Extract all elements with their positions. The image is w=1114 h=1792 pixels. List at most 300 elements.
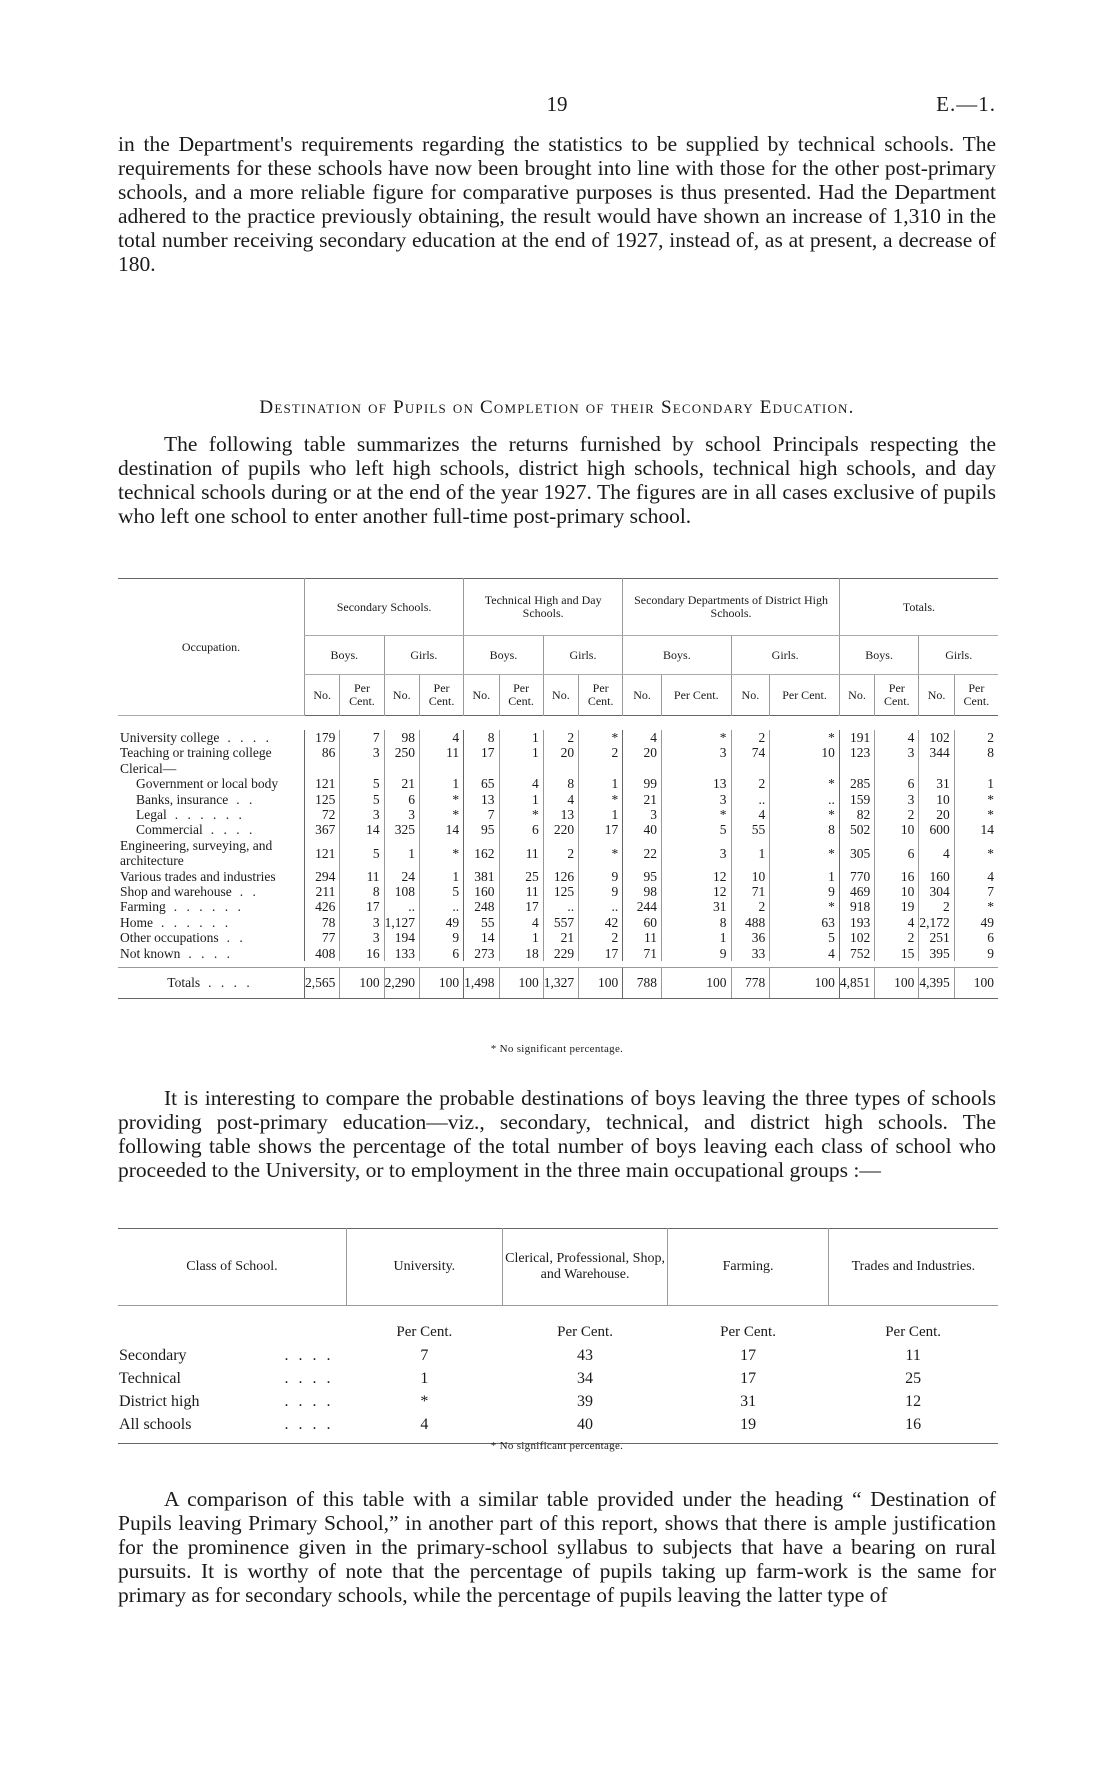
cell-count: 191	[839, 730, 874, 745]
cell-count: 305	[839, 838, 874, 869]
table-row	[118, 899, 998, 914]
row-label: Secondary	[119, 1347, 187, 1364]
cell-count: 55	[464, 915, 499, 930]
cell-count: 14	[464, 930, 499, 945]
cell-percent: 7	[420, 1347, 429, 1364]
cell-percent: 1	[499, 930, 543, 945]
cell-count: 4	[731, 807, 770, 822]
cell-count: 179	[305, 730, 340, 745]
cell-percent: 39	[577, 1393, 594, 1410]
cell-count: 1,127	[384, 915, 419, 930]
table-row	[118, 730, 998, 745]
cell-percent: 17	[579, 822, 623, 837]
cell-percent: 18	[499, 946, 543, 961]
closing-paragraph: A comparison of this table with a similar table provided under the heading “ Destination of Pupils leaving Primary School,” in another part of this report, shows that there is ample justification for the prominence given in the primary-school syllabus to subjects that have a bearing on rural pursuits. It is worthy of note that the percentage of pupils taking up farm-work is the same for primary as for secondary schools, while the percentage of pupils leaving the latter type of	[118, 1487, 996, 1607]
cell-percent: 1	[770, 869, 840, 884]
table-row	[118, 946, 998, 961]
document-reference: E.—1.	[936, 92, 996, 116]
cell-percent: 3	[875, 745, 919, 760]
cell-percent: *	[770, 730, 840, 745]
cell-count: 2	[731, 899, 770, 914]
cell-count: 304	[919, 884, 954, 899]
cell-percent: *	[579, 792, 623, 807]
cell-percent: 9	[419, 930, 463, 945]
cell-percent: 40	[577, 1416, 594, 1433]
cell-percent: 1	[661, 930, 731, 945]
group-header-technical: Technical High and Day Schools.	[464, 579, 623, 636]
table-row	[118, 745, 998, 760]
cell-count: 1	[731, 838, 770, 869]
cell-percent: 13	[661, 776, 731, 791]
cell-count: 2,290	[384, 968, 419, 999]
sex-header: Boys.	[464, 636, 544, 675]
cell-percent: 100	[579, 968, 623, 999]
cell-count: 121	[305, 838, 340, 869]
cell-percent: 17	[740, 1370, 757, 1387]
col-no-header: No.	[543, 675, 578, 716]
table1-footnote: * No significant percentage.	[490, 1043, 624, 1055]
cell-percent: *	[954, 807, 998, 822]
cell-count: ..	[731, 792, 770, 807]
cell-count: 55	[731, 822, 770, 837]
row-label: Other occupations	[120, 930, 219, 946]
cell-percent: 43	[577, 1347, 594, 1364]
totals-row	[118, 968, 998, 999]
cell-percent: 8	[661, 915, 731, 930]
leader-dots: . . . .	[284, 1370, 334, 1387]
cell-percent: 9	[770, 884, 840, 899]
cell-count: 2	[731, 776, 770, 791]
cell-percent: 6	[419, 946, 463, 961]
cell-percent: 4	[499, 776, 543, 791]
cell-percent: 4	[875, 730, 919, 745]
cell-percent: *	[770, 776, 840, 791]
cell-count: 381	[464, 869, 499, 884]
cell-count: 211	[305, 884, 340, 899]
col-percent-header: Per Cent.	[340, 675, 384, 716]
cell-count: 2	[919, 899, 954, 914]
cell-percent: 100	[875, 968, 919, 999]
table-row	[118, 1367, 998, 1390]
cell-count: 11	[623, 930, 662, 945]
cell-percent: 16	[905, 1416, 922, 1433]
cell-count: ..	[543, 899, 578, 914]
cell-count: 72	[305, 807, 340, 822]
cell-percent: 17	[340, 899, 384, 914]
cell-percent: 17	[579, 946, 623, 961]
unit-label: Per Cent.	[396, 1324, 453, 1340]
cell-count: 4	[543, 792, 578, 807]
cell-percent: 11	[905, 1347, 921, 1364]
group-header-totals: Totals.	[839, 579, 998, 636]
cell-count: 102	[919, 730, 954, 745]
cell-percent: 1	[579, 776, 623, 791]
row-label: Teaching or training college	[120, 745, 272, 761]
cell-percent: 9	[579, 869, 623, 884]
cell-percent: 3	[340, 807, 384, 822]
cell-percent: 11	[340, 869, 384, 884]
leader-dots: . . . . . .	[174, 807, 245, 823]
cell-percent: 5	[419, 884, 463, 899]
cell-percent: 100	[954, 968, 998, 999]
col-percent-header: Per Cent.	[875, 675, 919, 716]
cell-count: 193	[839, 915, 874, 930]
school-class-table	[118, 1228, 998, 1444]
cell-percent: 11	[499, 838, 543, 869]
cell-percent: 11	[499, 884, 543, 899]
cell-count: 918	[839, 899, 874, 914]
cell-count: 502	[839, 822, 874, 837]
cell-percent: 1	[499, 730, 543, 745]
row-label: District high	[119, 1393, 200, 1410]
cell-count: 469	[839, 884, 874, 899]
leader-dots: . . . .	[188, 945, 233, 961]
row-label: Farming	[120, 899, 166, 915]
table-row	[118, 792, 998, 807]
cell-count: 98	[384, 730, 419, 745]
cell-count: 13	[543, 807, 578, 822]
group-row	[118, 761, 998, 776]
cell-percent: 15	[875, 946, 919, 961]
cell-percent: 1	[419, 776, 463, 791]
cell-count: 21	[623, 792, 662, 807]
section-title: Destination of Pupils on Completion of their Secondary Education.	[259, 397, 855, 418]
cell-percent: 2	[954, 730, 998, 745]
cell-count: 395	[919, 946, 954, 961]
cell-count: 788	[623, 968, 662, 999]
cell-percent: *	[579, 838, 623, 869]
cell-percent: *	[770, 899, 840, 914]
cell-count: 60	[623, 915, 662, 930]
cell-percent: 63	[770, 915, 840, 930]
cell-count: 1	[384, 838, 419, 869]
col-percent-header: Per Cent.	[661, 675, 731, 716]
group-header-district-high: Secondary Departments of District High Schools.	[623, 579, 840, 636]
cell-count: 557	[543, 915, 578, 930]
cell-count: 426	[305, 899, 340, 914]
cell-count: 20	[919, 807, 954, 822]
cell-percent: 1	[499, 745, 543, 760]
table2-footnote: * No significant percentage.	[490, 1440, 624, 1452]
cell-percent: 42	[579, 915, 623, 930]
sex-header: Girls.	[384, 636, 464, 675]
class-of-school-header: Class of School.	[186, 1259, 278, 1274]
cell-count: 250	[384, 745, 419, 760]
cell-count: 4,851	[839, 968, 874, 999]
cell-percent: *	[419, 838, 463, 869]
sex-header: Girls.	[543, 636, 623, 675]
cell-count: 162	[464, 838, 499, 869]
cell-count: 220	[543, 822, 578, 837]
cell-count: 160	[464, 884, 499, 899]
leader-dots: . . . .	[284, 1347, 334, 1364]
cell-percent: 12	[661, 884, 731, 899]
cell-count: 13	[464, 792, 499, 807]
cell-percent: 31	[661, 899, 731, 914]
row-label: Banks, insurance	[136, 791, 229, 807]
cell-percent: 6	[954, 930, 998, 945]
row-label: Commercial	[136, 822, 203, 838]
row-label: All schools	[119, 1416, 192, 1433]
cell-percent: 5	[770, 930, 840, 945]
cell-percent: 6	[499, 822, 543, 837]
section-paragraph: The following table summarizes the returns furnished by school Principals respecting the destination of pupils who left high schools, district high schools, technical high schools, and day technical schools during or at the end of the year 1927. The figures are in all cases exclusive of pupils who left one school to enter another full-time post-primary school.	[118, 432, 996, 528]
cell-percent: 12	[905, 1393, 922, 1410]
cell-count: 8	[543, 776, 578, 791]
intro-paragraph: in the Department's requirements regarding the statistics to be supplied by technical schools. The requirements for these schools have now been brought into line with those for the other post-primary schools, and a more reliable figure for comparative purposes is thus presented. Had the Department adhered to the practice previously obtaining, the result would have shown an increase of 1,310 in the total number receiving secondary education at the end of 1927, instead of, as at present, a decrease of 180.	[118, 132, 996, 276]
cell-percent: 4	[499, 915, 543, 930]
cell-count: 21	[543, 930, 578, 945]
cell-percent: 6	[875, 776, 919, 791]
university-header: University.	[346, 1229, 502, 1306]
cell-count: 65	[464, 776, 499, 791]
cell-percent: 7	[954, 884, 998, 899]
cell-count: 123	[839, 745, 874, 760]
cell-count: 24	[384, 869, 419, 884]
cell-percent: 100	[770, 968, 840, 999]
col-no-header: No.	[464, 675, 499, 716]
cell-percent: 14	[954, 822, 998, 837]
cell-count: 102	[839, 930, 874, 945]
cell-count: 95	[623, 869, 662, 884]
cell-percent: 100	[499, 968, 543, 999]
cell-percent: 1	[954, 776, 998, 791]
cell-count: 78	[305, 915, 340, 930]
cell-percent: 4	[420, 1416, 429, 1433]
cell-count: 74	[731, 745, 770, 760]
col-no-header: No.	[305, 675, 340, 716]
cell-count: 3	[384, 807, 419, 822]
cell-percent: 25	[499, 869, 543, 884]
row-label: Totals	[167, 975, 201, 991]
cell-percent: 2	[875, 807, 919, 822]
cell-count: 229	[543, 946, 578, 961]
cell-percent: 1	[420, 1370, 429, 1387]
cell-count: 325	[384, 822, 419, 837]
cell-percent: 2	[579, 930, 623, 945]
cell-count: 294	[305, 869, 340, 884]
cell-percent: 25	[905, 1370, 922, 1387]
cell-percent: *	[499, 807, 543, 822]
cell-percent: *	[954, 838, 998, 869]
cell-percent: 3	[661, 745, 731, 760]
clerical-header: Clerical, Professional, Shop, and Warehouse.	[502, 1229, 668, 1306]
sex-header: Girls.	[919, 636, 998, 675]
col-percent-header: Per Cent.	[954, 675, 998, 716]
cell-percent: *	[419, 792, 463, 807]
cell-percent: 17	[740, 1347, 757, 1364]
sex-header: Boys.	[839, 636, 919, 675]
leader-dots: . . . .	[284, 1393, 334, 1410]
cell-percent: 14	[419, 822, 463, 837]
cell-count: 4,395	[919, 968, 954, 999]
cell-count: 251	[919, 930, 954, 945]
cell-count: 21	[384, 776, 419, 791]
cell-count: 344	[919, 745, 954, 760]
cell-count: 40	[623, 822, 662, 837]
col-no-header: No.	[731, 675, 770, 716]
cell-count: 10	[919, 792, 954, 807]
cell-percent: 19	[875, 899, 919, 914]
cell-percent: 10	[875, 822, 919, 837]
cell-percent: 8	[340, 884, 384, 899]
table-row	[118, 1390, 998, 1413]
cell-percent: *	[579, 730, 623, 745]
clerical-label: Clerical—	[120, 760, 177, 776]
cell-percent: 3	[340, 745, 384, 760]
cell-percent: 2	[579, 745, 623, 760]
leader-dots: . .	[226, 930, 246, 946]
table-row	[118, 822, 998, 837]
destination-table	[118, 578, 998, 999]
cell-percent: 31	[740, 1393, 757, 1410]
cell-percent: 12	[661, 869, 731, 884]
row-label: University college	[120, 730, 220, 745]
farming-header: Farming.	[668, 1229, 828, 1306]
cell-percent: 3	[340, 915, 384, 930]
leader-dots: . .	[239, 884, 259, 900]
cell-percent: 3	[661, 792, 731, 807]
cell-percent: *	[770, 807, 840, 822]
row-label: Home	[120, 914, 153, 930]
cell-percent: 10	[875, 884, 919, 899]
cell-count: 17	[464, 745, 499, 760]
page-header	[118, 92, 996, 122]
col-percent-header: Per Cent.	[499, 675, 543, 716]
cell-count: 36	[731, 930, 770, 945]
cell-percent: 9	[954, 946, 998, 961]
cell-percent: *	[661, 730, 731, 745]
cell-percent: 3	[875, 792, 919, 807]
table-row	[118, 776, 998, 791]
cell-count: 244	[623, 899, 662, 914]
cell-percent: ..	[579, 899, 623, 914]
page-number: 19	[546, 92, 568, 116]
col-no-header: No.	[919, 675, 954, 716]
cell-percent: 5	[340, 792, 384, 807]
cell-percent: 5	[340, 838, 384, 869]
cell-percent: 9	[579, 884, 623, 899]
cell-percent: 16	[875, 869, 919, 884]
cell-percent: *	[661, 807, 731, 822]
cell-percent: 3	[661, 838, 731, 869]
cell-count: 8	[464, 730, 499, 745]
leader-dots: . . . .	[208, 975, 253, 991]
cell-percent: 1	[579, 807, 623, 822]
cell-percent: ..	[770, 792, 840, 807]
unit-label: Per Cent.	[720, 1324, 776, 1340]
table-row	[118, 930, 998, 945]
leader-dots: . . . . . .	[161, 914, 232, 930]
cell-count: 7	[464, 807, 499, 822]
cell-percent: *	[770, 838, 840, 869]
cell-count: 10	[731, 869, 770, 884]
cell-count: 4	[919, 838, 954, 869]
cell-percent: 19	[740, 1416, 757, 1433]
cell-count: 20	[623, 745, 662, 760]
cell-percent: 8	[770, 822, 840, 837]
col-percent-header: Per Cent.	[419, 675, 463, 716]
table-row	[118, 838, 998, 869]
row-label: Government or local body	[136, 776, 279, 792]
row-label: Technical	[119, 1370, 181, 1387]
cell-percent: 100	[340, 968, 384, 999]
cell-count: 99	[623, 776, 662, 791]
cell-percent: 2	[875, 930, 919, 945]
unit-label: Per Cent.	[557, 1324, 613, 1340]
leader-dots: . .	[236, 791, 256, 807]
cell-percent: 1	[419, 869, 463, 884]
cell-percent: *	[954, 899, 998, 914]
cell-count: 159	[839, 792, 874, 807]
cell-count: 488	[731, 915, 770, 930]
cell-count: 125	[543, 884, 578, 899]
cell-count: 2	[731, 730, 770, 745]
sex-header: Boys.	[623, 636, 731, 675]
cell-percent: *	[420, 1393, 429, 1410]
cell-percent: 4	[419, 730, 463, 745]
cell-percent: 11	[419, 745, 463, 760]
cell-count: 31	[919, 776, 954, 791]
cell-percent: 7	[340, 730, 384, 745]
col-percent-header: Per Cent.	[770, 675, 840, 716]
cell-percent: 100	[419, 968, 463, 999]
cell-percent: 100	[661, 968, 731, 999]
cell-percent: 8	[954, 745, 998, 760]
cell-percent: 5	[661, 822, 731, 837]
col-no-header: No.	[623, 675, 662, 716]
cell-count: 248	[464, 899, 499, 914]
cell-percent: 17	[499, 899, 543, 914]
table-row	[118, 884, 998, 899]
cell-count: 82	[839, 807, 874, 822]
cell-percent: 14	[340, 822, 384, 837]
cell-count: 367	[305, 822, 340, 837]
cell-count: 285	[839, 776, 874, 791]
row-label: Various trades and industries	[120, 868, 276, 884]
row-label: Not known	[120, 945, 181, 961]
cell-count: 1,498	[464, 968, 499, 999]
leader-dots: . . . .	[210, 822, 256, 838]
table-row	[118, 807, 998, 822]
cell-count: 2,565	[305, 968, 340, 999]
cell-count: 778	[731, 968, 770, 999]
cell-count: 125	[305, 792, 340, 807]
cell-percent: 49	[419, 915, 463, 930]
cell-count: 4	[623, 730, 662, 745]
sex-header: Boys.	[305, 636, 385, 675]
col-no-header: No.	[384, 675, 419, 716]
cell-percent: 3	[340, 930, 384, 945]
sex-header: Girls.	[731, 636, 839, 675]
leader-dots: . . . . . .	[173, 899, 244, 915]
col-percent-header: Per Cent.	[579, 675, 623, 716]
cell-count: 273	[464, 946, 499, 961]
cell-count: 77	[305, 930, 340, 945]
cell-percent: *	[954, 792, 998, 807]
unit-label: Per Cent.	[885, 1324, 942, 1340]
cell-count: 6	[384, 792, 419, 807]
cell-percent: 1	[499, 792, 543, 807]
cell-count: 2	[543, 730, 578, 745]
cell-count: 160	[919, 869, 954, 884]
table-row	[118, 915, 998, 930]
cell-count: 408	[305, 946, 340, 961]
cell-count: ..	[384, 899, 419, 914]
cell-percent: 34	[577, 1370, 594, 1387]
cell-count: 98	[623, 884, 662, 899]
row-label: Shop and warehouse	[120, 884, 232, 900]
